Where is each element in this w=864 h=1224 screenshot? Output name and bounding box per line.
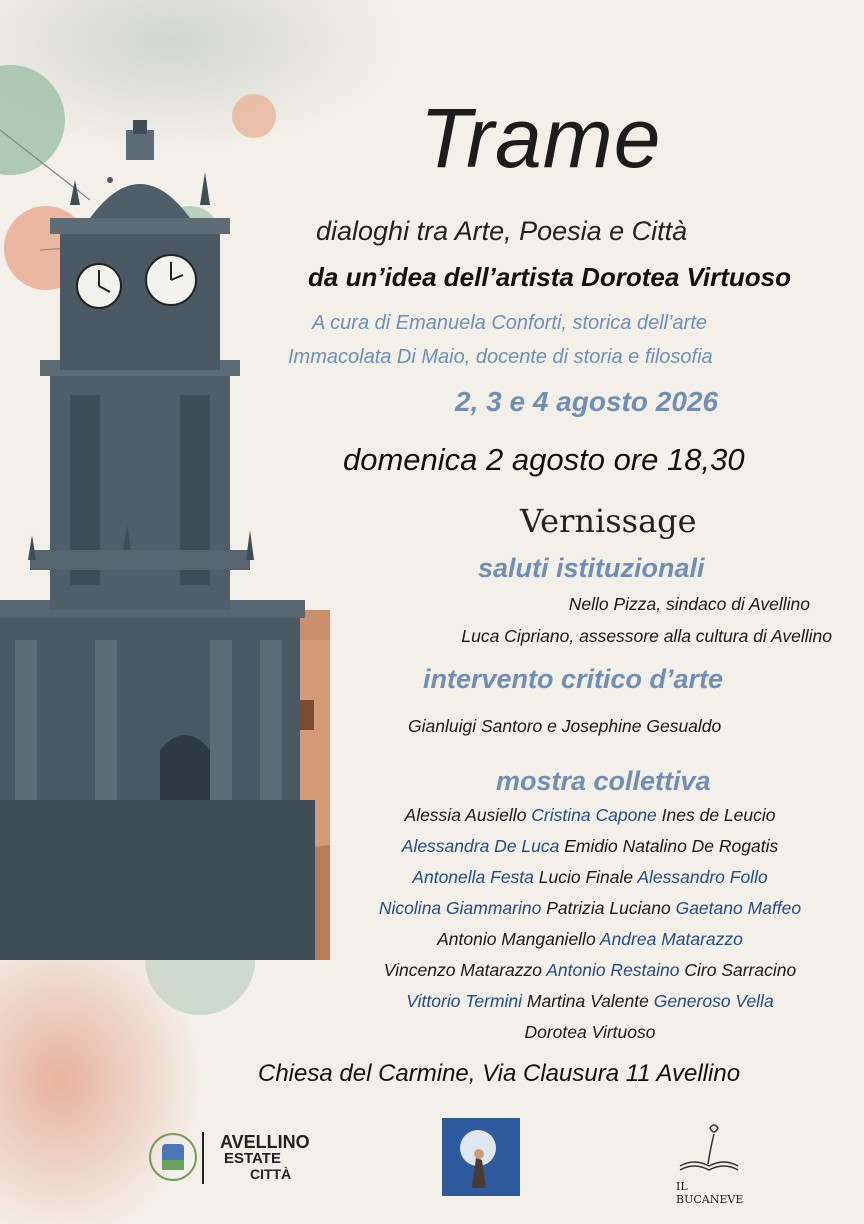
artist-row <box>330 800 850 831</box>
artist-name: Antonio Manganiello <box>437 929 600 949</box>
artist-row <box>330 862 850 893</box>
critic-line: Gianluigi Santoro e Josephine Gesualdo <box>408 716 722 736</box>
artist-name: Dorotea Virtuoso <box>524 1022 656 1042</box>
artist-name: Lucio Finale <box>533 867 638 887</box>
clock-tower-illustration <box>0 0 335 970</box>
artist-name: Andrea Matarazzo <box>599 929 743 949</box>
event-dates: 2, 3 e 4 agosto 2026 <box>455 386 719 417</box>
artist-name: Vincenzo Matarazzo <box>383 960 547 980</box>
artist-name: Ines de Leucio <box>656 805 776 825</box>
moon-figure-logo <box>442 1118 520 1201</box>
artist-name: Antonio Restaino <box>546 960 680 980</box>
artist-name: Generoso Vella <box>653 991 774 1011</box>
artist-row <box>330 831 850 862</box>
curator-line: A cura di Emanuela Conforti, storica dell’arte <box>312 312 707 334</box>
artist-name: Ciro Sarracino <box>679 960 797 980</box>
artist-name: Emidio Natalino De Rogatis <box>559 836 779 856</box>
artist-name: Alessandro Follo <box>637 867 768 887</box>
curator-line: Immacolata Di Maio, docente di storia e filosofia <box>288 346 713 368</box>
artist-name: Gaetano Maffeo <box>675 898 802 918</box>
artist-row <box>330 1017 850 1048</box>
greetings-heading: saluti istituzionali <box>478 553 705 583</box>
artist-name: Antonella Festa <box>412 867 534 887</box>
exhibition-heading: mostra collettiva <box>496 766 711 796</box>
artist-name: Nicolina Giammarino <box>378 898 542 918</box>
critic-heading: intervento critico d’arte <box>423 664 724 694</box>
opening-time: domenica 2 agosto ore 18,30 <box>343 442 745 477</box>
artist-name: Alessandra De Luca <box>401 836 560 856</box>
logo-line: CITTÀ <box>250 1166 292 1182</box>
event-idea: da un’idea dell’artista Dorotea Virtuoso <box>308 262 792 292</box>
bucaneve-label: IL BUCANEVE <box>676 1180 744 1206</box>
artist-name: Patrizia Luciano <box>541 898 676 918</box>
artist-name: Alessia Ausiello <box>404 805 532 825</box>
snowdrop-book-icon <box>670 1120 748 1174</box>
logo-line: ESTATE <box>224 1150 281 1167</box>
event-subtitle: dialoghi tra Arte, Poesia e Città <box>316 216 688 246</box>
artist-row <box>330 955 850 986</box>
artist-row <box>330 924 850 955</box>
moon-icon <box>442 1118 520 1196</box>
artist-list <box>330 800 850 1048</box>
city-crest-logo <box>148 1132 198 1187</box>
il-bucaneve-logo <box>670 1120 748 1206</box>
venue: Chiesa del Carmine, Via Clausura 11 Avellino <box>258 1060 741 1087</box>
crest-icon <box>148 1132 198 1182</box>
greeting-line: Luca Cipriano, assessore alla cultura di Avellino <box>461 626 832 646</box>
avellino-estate-citta-logo <box>202 1132 314 1188</box>
artist-name: Vittorio Termini <box>406 991 523 1011</box>
artist-row <box>330 986 850 1017</box>
artist-row <box>330 893 850 924</box>
logo-line: AVELLINO <box>220 1132 310 1152</box>
event-title: Trame <box>420 91 662 185</box>
artist-name: Cristina Capone <box>531 805 657 825</box>
vernissage-label: Vernissage <box>520 502 697 540</box>
greeting-line: Nello Pizza, sindaco di Avellino <box>568 594 810 614</box>
artist-name: Martina Valente <box>522 991 654 1011</box>
